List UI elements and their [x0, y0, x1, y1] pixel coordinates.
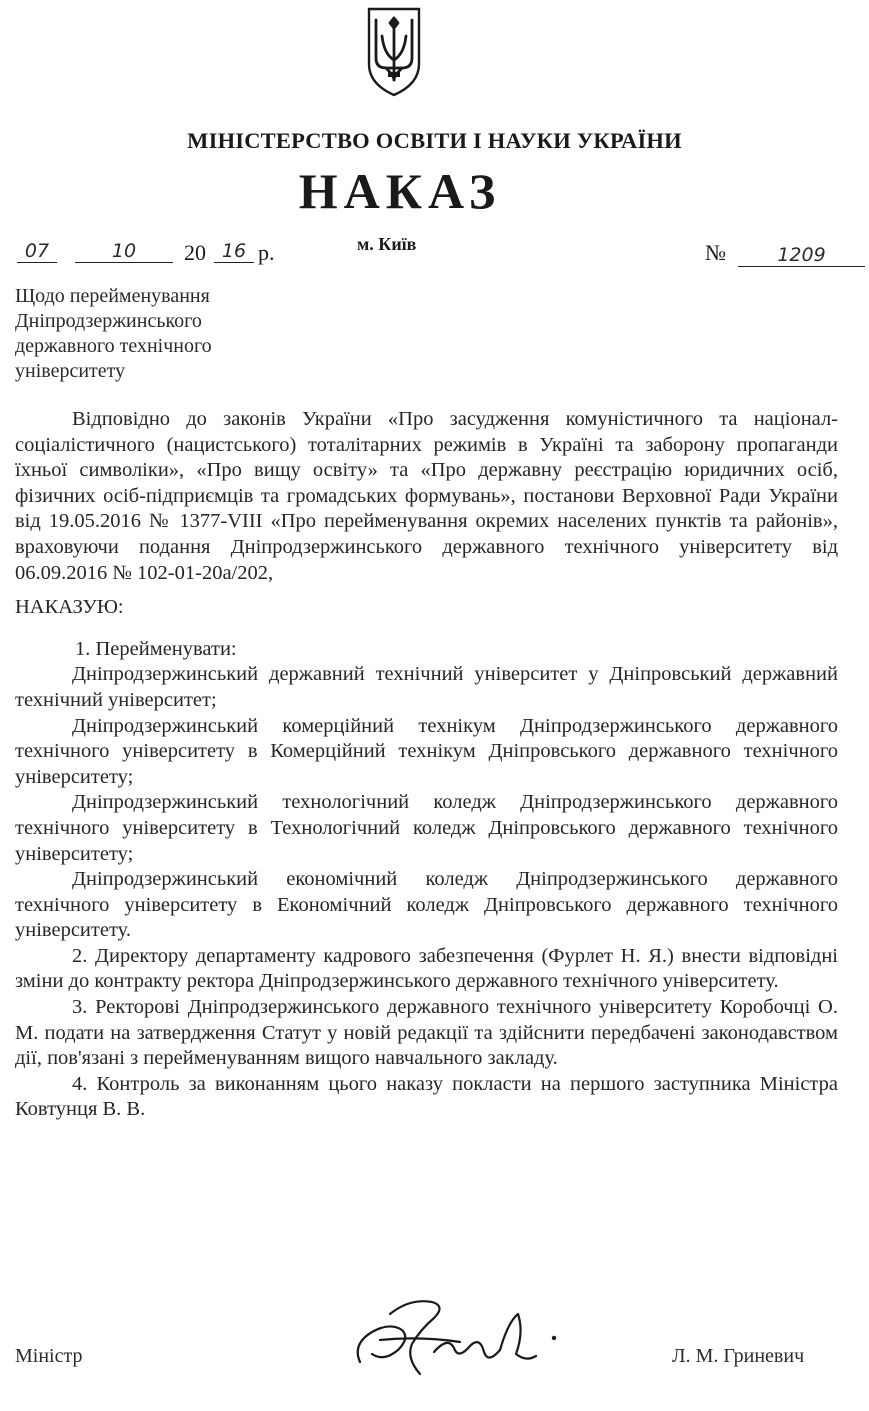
- preamble-paragraph: Відповідно до законів України «Про засудження комуністичного та націонал-соціалістичного (нацистського) тоталітарних режимів в Україні та заборону пропаганди їхньої символіки», «Про вищу освіту» та «Про державну реєстрацію юридичних осіб, фізичних осіб-підприємців та громадських формувань», постанови Верховної Ради України від 19.05.2016 № 1377-VIII «Про перейменування окремих населених пунктів та районів», враховуючи подання Дніпродзержинського державного технічного університету від 06.09.2016 № 102-01-20а/202,: [15, 408, 838, 584]
- item-1-subitem: Дніпродзержинський комерційний технікум Дніпродзержинського державного технічного університету в Комерційний технікум Дніпровського державного технічного університету;: [15, 714, 838, 788]
- item-1-subitem: Дніпродзержинський технологічний коледж Дніпродзержинського державного технічного університету в Технологічний коледж Дніпровського державного технічного університету;: [15, 791, 838, 865]
- subject-line: Щодо перейменування: [15, 285, 210, 307]
- subject-line: державного технічного: [15, 335, 212, 357]
- subject-line: Дніпродзержинського: [15, 310, 202, 332]
- subject-block: [15, 284, 315, 384]
- order-number: 1209: [738, 244, 865, 267]
- date-month: 10: [75, 240, 173, 263]
- item-1-title: 1. Перейменувати:: [75, 637, 237, 660]
- order-word: НАКАЗУЮ:: [15, 596, 124, 619]
- document-type-title: НАКАЗ: [298, 163, 502, 219]
- order-body: [15, 407, 838, 1123]
- date-century: 20: [184, 240, 206, 265]
- ministry-heading: МІНІСТЕРСТВО ОСВІТИ І НАУКИ УКРАЇНИ: [187, 128, 682, 153]
- item-1-subitem: Дніпродзержинський державний технічний університет у Дніпровський державний технічний університет;: [15, 663, 838, 711]
- date-year: 16: [214, 240, 254, 263]
- number-sign: №: [705, 240, 726, 265]
- trident-emblem-icon: [365, 6, 423, 98]
- date-suffix: р.: [258, 240, 275, 265]
- signer-name: Л. М. Гриневич: [672, 1345, 805, 1367]
- handwritten-signature: [350, 1292, 560, 1384]
- item-3-paragraph: 3. Ректорові Дніпродзержинського державного технічного університету Коробочці О. М. подати на затвердження Статут у новій редакції та здійснити передбачені законодавством дії, пов'язані з перейменуванням вищого навчального закладу.: [15, 996, 838, 1070]
- item-1-subitem: Дніпродзержинський економічний коледж Дніпродзержинського державного технічного університету в Економічний коледж Дніпровського державного технічного університету.: [15, 868, 838, 942]
- signer-title: Міністр: [15, 1345, 83, 1367]
- item-4-paragraph: 4. Контроль за виконанням цього наказу покласти на першого заступника Міністра Ковтунця В. В.: [15, 1072, 838, 1121]
- subject-line: університету: [15, 360, 126, 382]
- date-day: 07: [17, 240, 57, 263]
- city-label: м. Київ: [357, 234, 417, 254]
- item-2-paragraph: 2. Директору департаменту кадрового забезпечення (Фурлет Н. Я.) внести відповідні зміни до контракту ректора Дніпродзержинського державного технічного університету.: [15, 944, 838, 993]
